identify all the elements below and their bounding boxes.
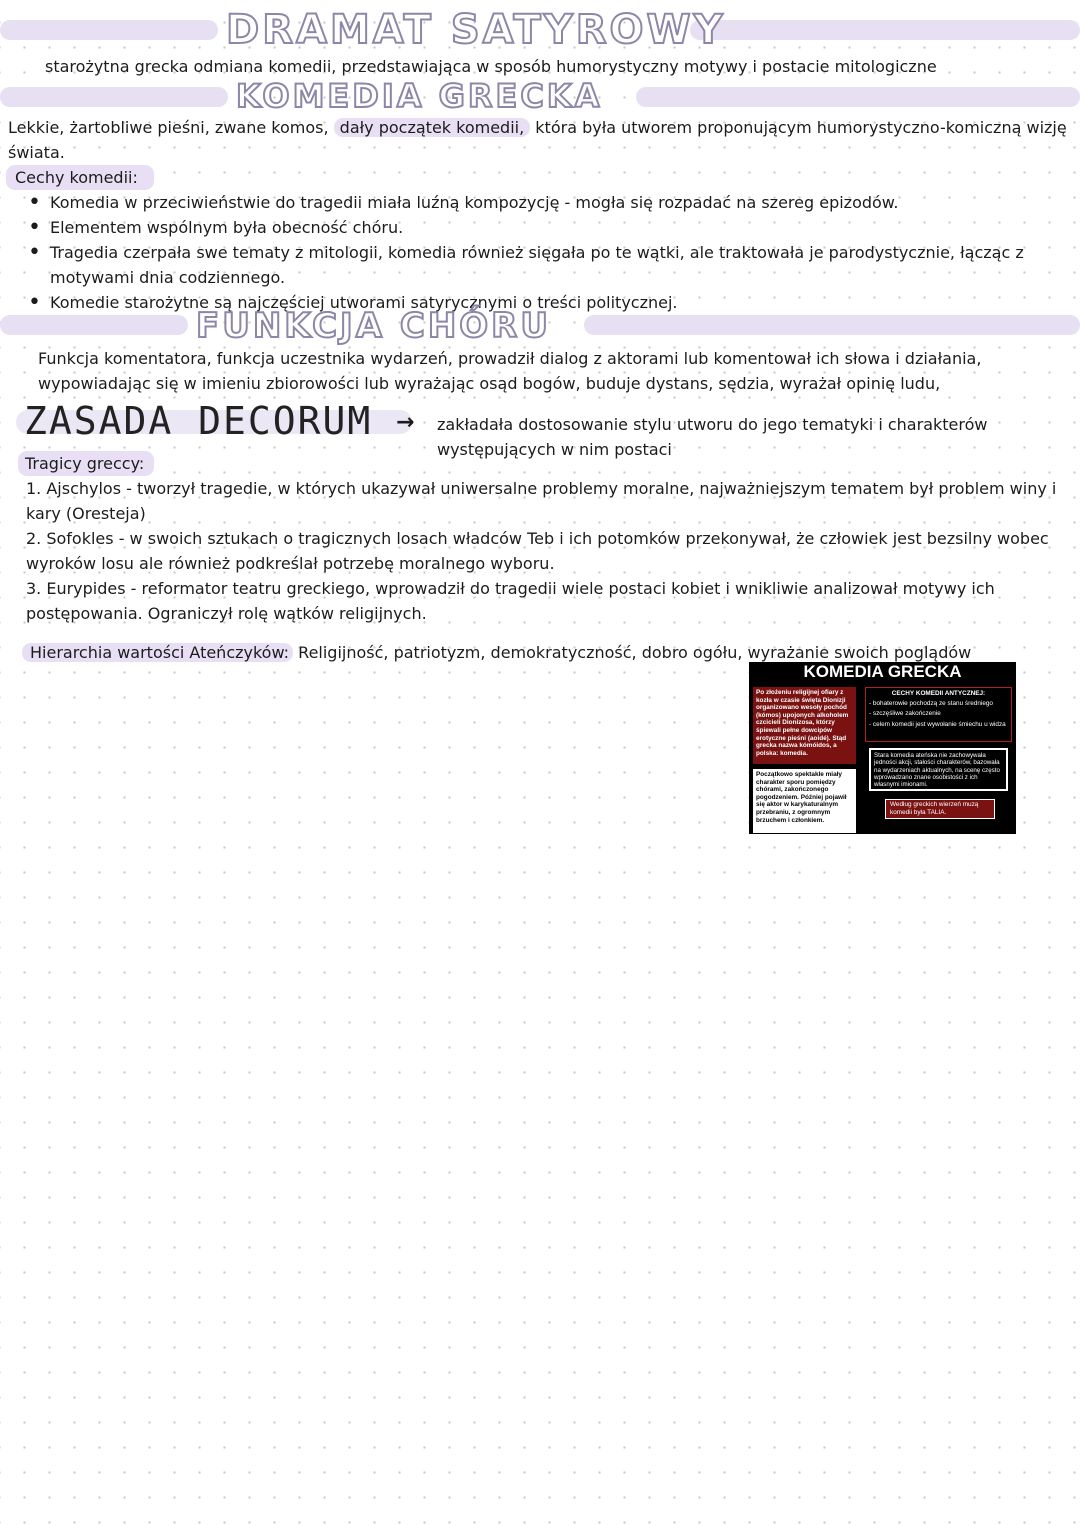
list-item: 1. Ajschylos - tworzył tragedie, w których ukazywał uniwersalne problemy moralne, najważniejszym tematem był problem winy i kary (Oresteja) xyxy=(26,479,1057,523)
infographic-features: CECHY KOMEDII ANTYCZNEJ: - bohaterowie pochodzą ze stanu średniego - szczęśliwe zakończenie - celem komedii jest wywołanie śmiechu u widza xyxy=(865,687,1012,742)
heading-band xyxy=(0,87,228,107)
highlight-komedii: dały początek komedii, xyxy=(334,118,531,137)
list-item: 2. Sofokles - w swoich sztukach o tragicznych losach władców Teb i ich potomków przekonywał, że człowiek jest bezsilny wobec wyroków losu ale również podkreślał potrzebę moralnego wyboru. xyxy=(26,529,1049,573)
komedia-intro: Lekkie, żartobliwe pieśni, zwane komos, dały początek komedii, która była utworem proponującym humorystyczno-komiczną wizję świata. xyxy=(8,118,1067,162)
hierarchia-text: Religijność, patriotyzm, demokratyczność, dobro ogółu, wyrażanie swoich poglądów xyxy=(298,643,972,662)
komedia-infographic xyxy=(749,662,1016,834)
list-item: • Elementem wspólnym była obecność chóru. xyxy=(26,215,1066,240)
list-item: • Tragedia czerpała swe tematy z mitologii, komedia również sięgała po te wątki, ale traktowała je parodystycznie, łącząc z motywami dnia codziennego. xyxy=(26,240,1066,290)
cechy-label: Cechy komedii: xyxy=(6,165,154,190)
infographic-origin: Po złożeniu religijnej ofiary z kozła w czasie święta Dionizji organizowano wesoły pochód (kómos) upojonych alkoholem czcicieli Dionizosa, którzy śpiewali pełne dowcipów erotyczne pieśni (aoidé). Stąd grecka nazwa kómóidos, a polska: komedia. xyxy=(753,687,856,764)
hierarchia-label: Hierarchia wartości Ateńczyków: xyxy=(22,643,293,662)
infographic-title: KOMEDIA GRECKA xyxy=(803,662,962,681)
heading-band xyxy=(636,87,1080,107)
dramat-definition: starożytna grecka odmiana komedii, przedstawiająca w sposób humorystyczny motywy i postacie mitologiczne xyxy=(45,57,937,76)
infographic-old-comedy: Stara komedia ateńska nie zachowywała jedności akcji, stałości charakterów, bazowała na wydarzeniach aktualnych, na scenę często wprowadzano znane osobistości z ich własnymi imionami. xyxy=(869,748,1008,791)
infographic-actor: Początkowo spektakle miały charakter sporu pomiędzy chórami, zakończonego pogodzeniem. Później pojawił się aktor w karykaturalnym przebraniu, z ogromnym brzuchem i członkiem. xyxy=(753,769,856,833)
list-item: - bohaterowie pochodzą ze stanu średniego xyxy=(869,699,993,707)
list-item: - szczęśliwe zakończenie xyxy=(869,710,941,718)
heading-funkcja-choru: FUNKCJA CHÓRU xyxy=(196,306,551,346)
list-item: 3. Eurypides - reformator teatru greckiego, wprowadził do tragedii wiele postaci kobiet i wnikliwie analizował motywy ich postępowania. Ograniczył rolę wątków religijnych. xyxy=(26,579,995,623)
decorum-title: ZASADA DECORUM xyxy=(24,399,373,443)
tragicy-list xyxy=(26,476,1074,626)
list-item: • Komedia w przeciwieństwie do tragedii miała luźną kompozycję - mogła się rozpadać na szereg epizodów. xyxy=(26,190,1066,215)
heading-komedia-grecka: KOMEDIA GRECKA xyxy=(236,77,603,115)
arrow-right-icon: → xyxy=(396,410,415,435)
decorum-text: zakładała dostosowanie stylu utworu do jego tematyki i charakterów występujących w nim postaci xyxy=(437,415,988,459)
list-item: - celem komedii jest wywołanie śmiechu u widza xyxy=(869,720,1006,728)
cechy-list xyxy=(26,190,1066,315)
heading-dramat-satyrowy: DRAMAT SATYROWY xyxy=(226,7,726,53)
heading-band xyxy=(0,20,218,40)
heading-band xyxy=(0,315,188,335)
tragicy-label: Tragicy greccy: xyxy=(18,451,154,476)
heading-band xyxy=(690,20,1080,40)
infographic-talia: Według greckich wierzeń muzą komedii była TALIA. xyxy=(885,799,995,819)
heading-band xyxy=(584,315,1080,335)
list-item: • Komedie starożytne są najczęściej utworami satyrycznymi o treści politycznej. xyxy=(26,290,1066,315)
funkcja-text: Funkcja komentatora, funkcja uczestnika wydarzeń, prowadził dialog z aktorami lub komentował ich słowa i działania, wypowiadając się w imieniu zbiorowości lub wyrażając osąd bogów, buduje dystans, sędzia, wyrażał opinię ludu, xyxy=(38,349,982,393)
